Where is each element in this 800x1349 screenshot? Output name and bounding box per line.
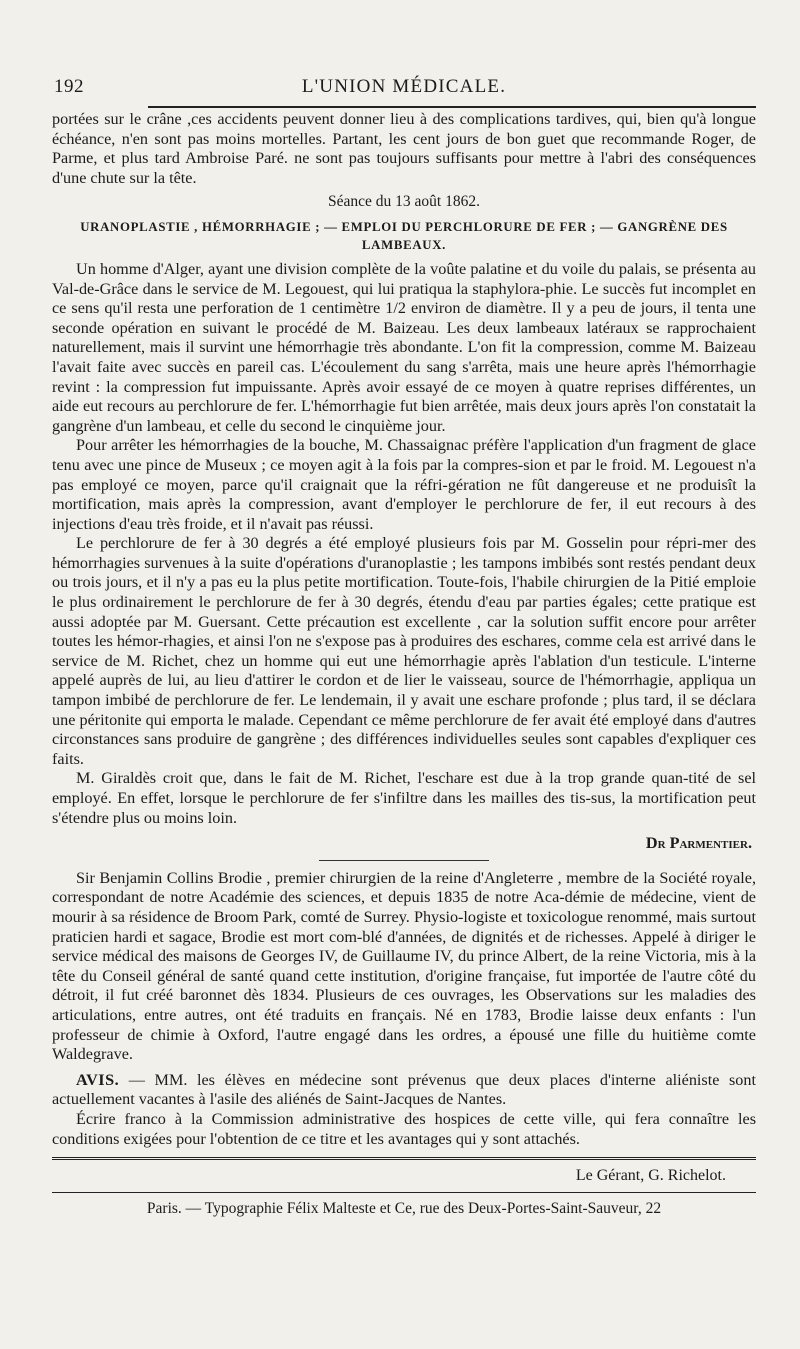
obituary-paragraph: Sir Benjamin Collins Brodie , premier chirurgien de la reine d'Angleterre , membre de la Société royale, correspondant de notre Académie des sciences, et depuis 1835 de notre Aca-démie de médecine, vient de mourir à sa résidence de Broom Park, comté de Surrey. Physio-logiste et toxicologue renommé, mais surtout praticien hardi et sagace, Brodie est mort com-blé d'années, de dignités et de richesses. Appelé à diriger le service médical des maisons de Georges IV, de Guillaume IV, du prince Albert, de la reine Victoria, mis à la tête du Conseil général de santé quand cette institution, d'origine française, fut importée de l'autre côté du détroit, il fut créé baronnet dès 1834. Plusieurs de ces ouvrages, les Observations sur les maladies des articulations, entre autres, ont été traduits en français. Né en 1783, Brodie laisse deux enfants : l'un professeur de chimie à Oxford, l'autre engagé dans les ordres, a épousé une fille du huitième comte Waldegrave. bbox=[52, 868, 756, 1064]
session-heading: Séance du 13 août 1862. bbox=[328, 193, 480, 211]
page-number: 192 bbox=[54, 76, 84, 97]
article-title: URANOPLASTIE , HÉMORRHAGIE ; — EMPLOI DU PERCHLORURE DE FER ; — GANGRÈNE DES LAMBEAUX. bbox=[80, 219, 728, 252]
continued-paragraph: portées sur le crâne ,ces accidents peuvent donner lieu à des complications tardives, qui, bien qu'à longue échéance, n'en sont pas moins mortelles. Partant, les cent jours de bon guet que recommande Roger, de Parme, et plus tard Ambroise Paré. ne sont pas toujours suffisants pour mettre à l'abri des conséquences d'une chute sur la tête. bbox=[52, 110, 756, 187]
avis-label: AVIS. bbox=[76, 1070, 120, 1089]
header-rule bbox=[148, 106, 756, 108]
footer-rule bbox=[52, 1157, 756, 1160]
main-text bbox=[52, 110, 756, 1218]
running-header bbox=[52, 70, 756, 106]
avis-text: — MM. les élèves en médecine sont prévenus que deux places d'interne aliéniste sont actuellement vacantes à l'asile des aliénés de Saint-Jacques de Nantes. bbox=[52, 1070, 756, 1109]
avis-paragraph-1 bbox=[52, 1071, 756, 1110]
article-paragraph-3: Le perchlorure de fer à 30 degrés a été employé plusieurs fois par M. Gosselin pour répri-mer des hémorrhagies survenues à la suite d'opérations d'uranoplastie ; les tampons imbibés sont restés pendant deux ou trois jours, et il n'y a pas eu la plus petite mortification. Toute-fois, l'habile chirurgien de la Pitié emploie le plus ordinairement le perchlorure de fer à 30 degrés, étendu d'eau par parties égales; cette pratique est aussi adoptée par M. Guersant. Cette précaution est excellente , car la solution suffit encore pour arrêter toutes les hémor-rhagies, et ainsi l'on ne s'expose pas à produires des eschares, comme cela est arrivé dans le service de M. Richet, chez un homme qui eut une hémorrhagie après l'ablation d'un testicule. L'interne appelé auprès de lui, au lieu d'attirer le cordon et de lier le vaisseau, source de l'hémorrhagie, appliqua un tampon imbibé de perchlorure de fer. Le lendemain, il y avait une eschare profonde ; plus tard, il se déclara une péritonite qui emporta le malade. Cependant ce même perchlorure de fer avait été employé dans d'autres circonstances sans produire de gangrène ; des différences individuelles seules sont capables d'expliquer ces faits. bbox=[52, 534, 756, 768]
article-paragraph-4: M. Giraldès croit que, dans le fait de M. Richet, l'eschare est due à la trop grande quan-tité de sel employé. En effet, lorsque le perchlorure de fer s'infiltre dans les mailles des tis-sus, la mortification peut s'étendre plus ou moins loin. bbox=[52, 769, 756, 827]
gerant-line: Le Gérant, G. Richelot. bbox=[575, 1167, 726, 1185]
journal-page bbox=[52, 70, 756, 1218]
article-paragraph-2: Pour arrêter les hémorrhagies de la bouche, M. Chassaignac préfère l'application d'un fragment de glace tenu avec une pince de Museux ; ce moyen agit à la fois par la compres-sion et par le froid. M. Legouest n'a pas employé ce moyen, parce qu'il craignait que la réfri-gération ne fût dangereuse et ne produisît la mortification, mais après la compression, avant d'employer le perchlorure de fer, il eut recours à des injections d'eau très froide, et il n'avait pas réussi. bbox=[52, 436, 756, 533]
article-paragraph-1: Un homme d'Alger, ayant une division complète de la voûte palatine et du voile du palais, se présenta au Val-de-Grâce dans le service de M. Legouest, qui lui pratiqua la staphylora-phie. Le succès fut incomplet en ce sens qu'il resta une perforation de 1 centimètre 1/2 environ de diamètre. Il y a peu de jours, il tenta une seconde opération en suivant le procédé de M. Baizeau. Les deux lambeaux latéraux se rapprochaient naturellement, mais il survint une hémorrhagie très abondante. L'on fit la compression, comme M. Baizeau l'avait faite avec succès en pareil cas. L'écoulement du sang s'arrêta, mais une heure après l'hémorrhagie revint : la compression fut impuissante. Après avoir essayé de ce moyen à quatre reprises différentes, un aide eut recours au perchlorure de fer. L'hémorrhagie fut bien arrêtée, mais deux jours après l'on constatait la gangrène d'un lambeau, et celle du second le cinquième jour. bbox=[52, 259, 756, 435]
author-signature: Dr Parmentier. bbox=[645, 834, 752, 853]
journal-title: L'UNION MÉDICALE. bbox=[301, 76, 507, 97]
printer-imprint: Paris. — Typographie Félix Malteste et Ce, rue des Deux-Portes-Saint-Sauveur, 22 bbox=[52, 1192, 756, 1219]
avis-paragraph-2: Écrire franco à la Commission administrative des hospices de cette ville, qui fera connaître les conditions exigées pour l'obtention de ce titre et les avantages qui y sont attachés. bbox=[52, 1109, 756, 1148]
section-divider bbox=[319, 860, 489, 861]
